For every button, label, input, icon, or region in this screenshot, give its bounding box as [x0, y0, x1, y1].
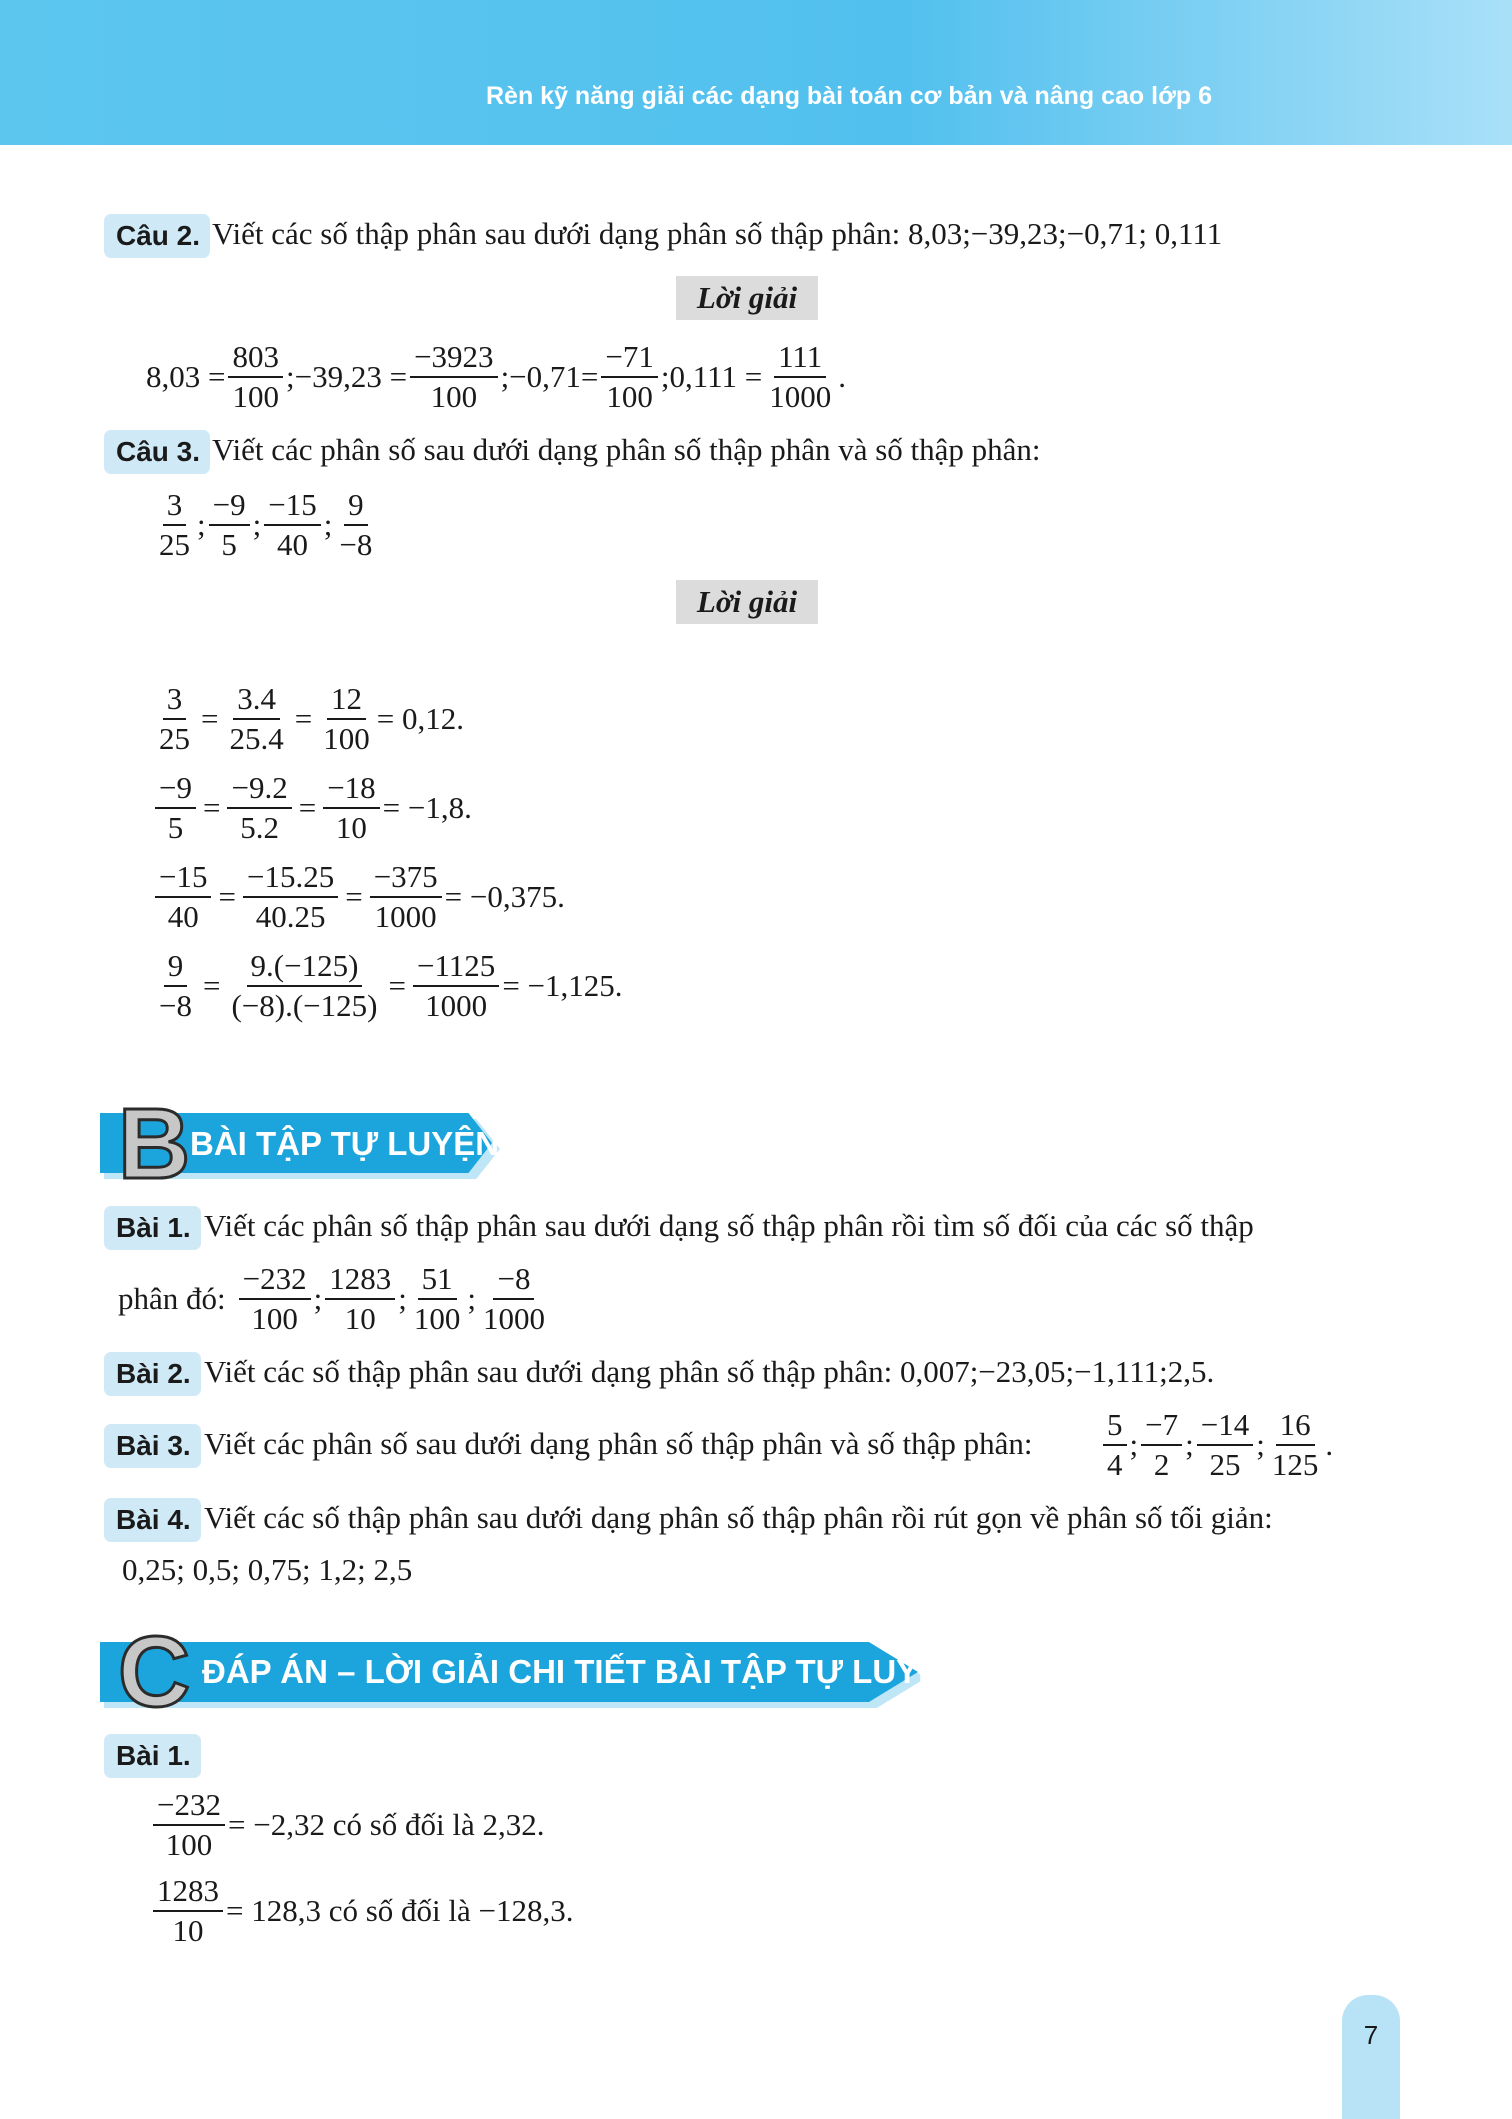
- cau2-badge: Câu 2.: [104, 214, 210, 258]
- fraction: $\frac{9}{-8}$: [339, 487, 373, 562]
- page-header: [0, 0, 1512, 145]
- ans-bai1-badge: Bài 1.: [104, 1734, 201, 1778]
- fraction: $\frac{-7}{2}$: [1141, 1406, 1182, 1484]
- fraction: $\frac{-1125}{1000}$: [413, 947, 499, 1025]
- fraction: $\frac{-8}{1000}$: [482, 1261, 545, 1336]
- bai3-badge: Bài 3.: [104, 1424, 201, 1468]
- fraction: $\frac{9}{-8}$: [159, 948, 192, 1023]
- fraction: $\frac{-15}{40}$: [155, 858, 211, 936]
- result: = −0,375.: [444, 879, 565, 914]
- bai1-prefix: phân đó:: [118, 1281, 226, 1316]
- cau3-solution-line: $\frac{3}{25}$ = $\frac{3.4}{25.4}$ = $\frac{12}{100}$ = 0,12.: [152, 680, 464, 758]
- bai3-text: Viết các phân số sau dưới dạng phân số thập phân và số thập phân:: [204, 1426, 1033, 1461]
- solution-label: Lời giải: [676, 580, 818, 624]
- fraction: $\frac{16}{125}$: [1271, 1407, 1319, 1482]
- solution-label: Lời giải: [676, 276, 818, 320]
- section-c-title: ĐÁP ÁN – LỜI GIẢI CHI TIẾT BÀI TẬP TỰ LUYỆN: [202, 1653, 965, 1690]
- bai3-fractions: $\frac{5}{4}$ ; $\frac{-7}{2}$ ; $\frac{-14}{25}$ ; $\frac{16}{125}$ .: [1100, 1406, 1333, 1484]
- cau2-part2: ;−39,23 =: [285, 359, 408, 394]
- section-b-letter: B: [118, 1088, 191, 1200]
- fraction: $\frac{-14}{25}$: [1197, 1406, 1253, 1484]
- cau2-end: .: [838, 359, 846, 394]
- fraction: $\frac{-232}{100}$: [239, 1260, 311, 1338]
- fraction: $\frac{-15.25}{40.25}$: [243, 858, 338, 936]
- separator: ;: [197, 507, 206, 542]
- bai2-badge: Bài 2.: [104, 1352, 201, 1396]
- result: = 0,12.: [376, 701, 464, 736]
- bai1-badge: Bài 1.: [104, 1206, 201, 1250]
- fraction: $\frac{-9.2}{5.2}$: [227, 769, 291, 847]
- fraction: $\frac{51}{100}$: [413, 1261, 461, 1336]
- page-number: 7: [1342, 1995, 1400, 2119]
- fraction: $\frac{111}{1000}$: [769, 339, 832, 414]
- fraction: $\frac{-71}{100}$: [601, 338, 657, 416]
- ans-bai1-line2: [150, 1872, 574, 1950]
- bai1-fractions: phân đó: $\frac{-232}{100}$ ; $\frac{1283}{10}$ ; $\frac{51}{100}$ ; $\frac{-8}{1000}$: [118, 1260, 552, 1338]
- fraction: $\frac{3.4}{25.4}$: [229, 681, 284, 756]
- result: = −1,125.: [502, 968, 623, 1003]
- section-b-title: BÀI TẬP TỰ LUYỆN: [190, 1125, 500, 1162]
- bai1-text: Viết các phân số thập phân sau dưới dạng số thập phân rồi tìm số đối của các số thập: [204, 1208, 1254, 1243]
- cau3-text: Viết các phân số sau dưới dạng phân số thập phân và số thập phân:: [212, 432, 1041, 467]
- answer-text: = 128,3 có số đối là −128,3.: [226, 1893, 574, 1928]
- cau2-part1: 8,03 =: [146, 359, 226, 394]
- fraction: $\frac{1283}{10}$: [153, 1872, 223, 1950]
- bai2-text: Viết các số thập phân sau dưới dạng phân số thập phân: 0,007;−23,05;−1,111;2,5.: [204, 1354, 1215, 1389]
- fraction: $\frac{-3923}{100}$: [410, 338, 497, 416]
- fraction: $\frac{-15}{40}$: [264, 486, 320, 564]
- cau3-solution-line: $\frac{-9}{5}$ = $\frac{-9.2}{5.2}$ = $\frac{-18}{10}$ = −1,8.: [152, 769, 472, 847]
- result: = −1,8.: [382, 790, 472, 825]
- fraction: $\frac{9.(-125)}{(-8).(-125)}$: [231, 948, 378, 1023]
- separator: ;: [323, 507, 333, 542]
- fraction: $\frac{3}{25}$: [159, 681, 190, 756]
- bai4-text: Viết các số thập phân sau dưới dạng phân số thập phân rồi rút gọn về phân số tối giản:: [204, 1500, 1273, 1535]
- cau3-solution-line: $\frac{9}{-8}$ = $\frac{9.(-125)}{(-8).(-125)}$ = $\frac{-1125}{1000}$ = −1,125.: [152, 947, 623, 1025]
- cau2-part4: ;0,111 =: [660, 359, 763, 394]
- fraction: $\frac{803}{100}$: [228, 338, 283, 416]
- cau3-fraction-list: [152, 486, 379, 564]
- separator: ;: [252, 507, 262, 542]
- cau3-badge: Câu 3.: [104, 430, 210, 474]
- fraction: $\frac{5}{4}$: [1103, 1406, 1127, 1484]
- bai4-badge: Bài 4.: [104, 1498, 201, 1542]
- header-title: Rèn kỹ năng giải các dạng bài toán cơ bản và nâng cao lớp 6: [485, 82, 1212, 110]
- fraction: $\frac{-232}{100}$: [153, 1786, 225, 1864]
- fraction: $\frac{1283}{10}$: [325, 1260, 395, 1338]
- cau2-answer: [146, 338, 846, 416]
- cau2-part3: ;−0,71=: [500, 359, 599, 394]
- fraction: $\frac{12}{100}$: [323, 681, 370, 756]
- fraction: $\frac{-9}{5}$: [155, 769, 196, 847]
- fraction: $\frac{-18}{10}$: [323, 769, 379, 847]
- answer-text: = −2,32 có số đối là 2,32.: [227, 1807, 545, 1842]
- ans-bai1-line1: [150, 1786, 545, 1864]
- bai4-line2: 0,25; 0,5; 0,75; 1,2; 2,5: [122, 1552, 413, 1587]
- fraction: $\frac{-9}{5}$: [209, 486, 250, 564]
- fraction: $\frac{-375}{1000}$: [370, 858, 442, 936]
- cau3-solution-line: $\frac{-15}{40}$ = $\frac{-15.25}{40.25}$ = $\frac{-375}{1000}$ = −0,375.: [152, 858, 565, 936]
- section-c-letter: C: [118, 1616, 191, 1728]
- fraction: $\frac{3}{25}$: [159, 487, 190, 562]
- cau2-text: Viết các số thập phân sau dưới dạng phân số thập phân: 8,03;−39,23;−0,71; 0,111: [212, 216, 1223, 251]
